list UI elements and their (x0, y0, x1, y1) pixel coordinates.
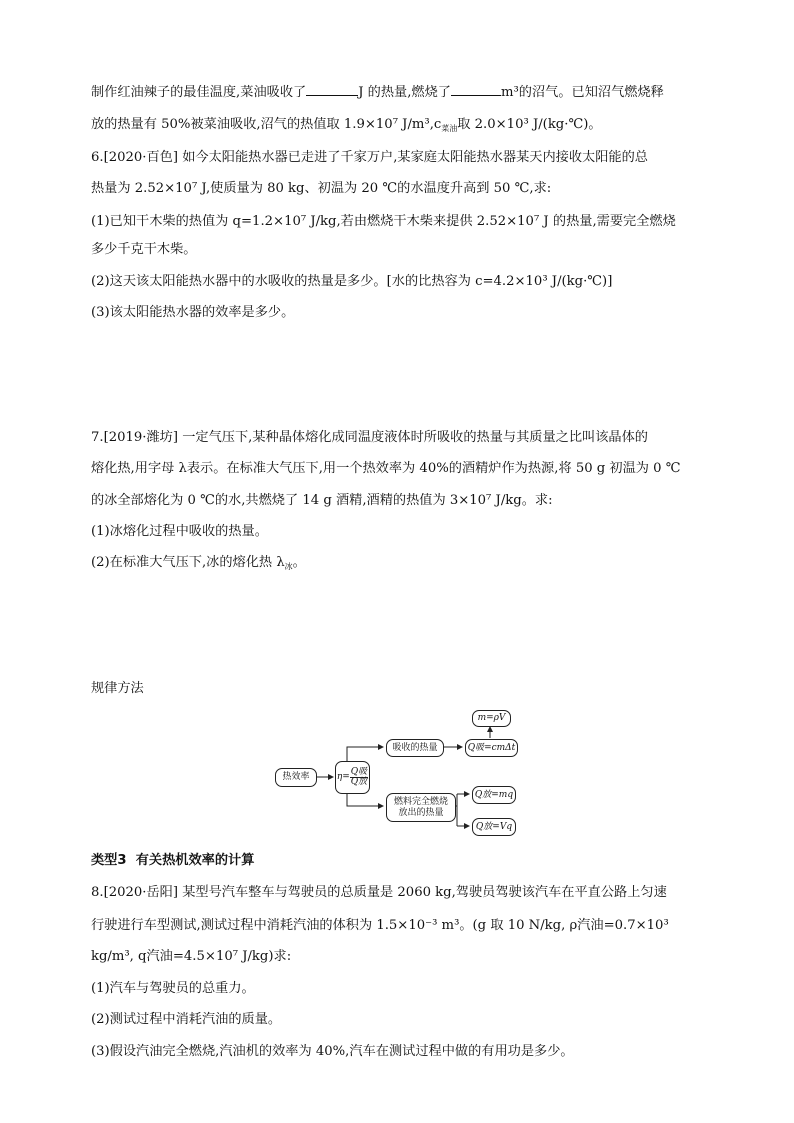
q8-part-2: (2)测试过程中消耗汽油的质量。 (91, 1012, 282, 1027)
q5-line-1 (91, 83, 664, 102)
node-m-rho-v (472, 710, 511, 727)
q6-part-3: (3)该太阳能热水器的效率是多少。 (91, 305, 295, 320)
eta-fraction (350, 768, 368, 787)
q5-text-b: J 的热量,燃烧了 (358, 85, 451, 100)
node-q-absorbed-label: Q吸=cmΔt (467, 742, 516, 753)
node-fuel-line2: 放出的热量 (398, 807, 444, 818)
q5-line2-end: 取 2.0×10³ J/(kg·℃)。 (457, 117, 602, 132)
eta-numerator: Q吸 (350, 767, 368, 777)
answer-blank-heat[interactable] (306, 83, 358, 96)
q7-line-3: 的冰全部熔化为 0 ℃的水,共燃烧了 14 g 酒精,酒精的热值为 3×10⁷ J/kg。求: (91, 493, 553, 508)
q8-line-3: kg/m³, q汽油=4.5×10⁷ J/kg)求: (91, 949, 292, 964)
q7-stem-1: 一定气压下,某种晶体熔化成同温度液体时所吸收的热量与其质量之比叫该晶体的 (182, 430, 648, 445)
node-m-rho-v-label: m=ρV (477, 713, 506, 723)
node-fuel-line1: 燃料完全燃烧 (393, 796, 448, 807)
q7-number: 7. (91, 430, 104, 445)
q6-source: [2020·百色] (103, 150, 179, 165)
type3-heading (91, 852, 254, 870)
q5-line-2 (91, 116, 602, 138)
node-absorbed-heat (386, 739, 444, 757)
node-q-mq-label: Q放=mq (474, 789, 514, 800)
node-q-vq-label: Q放=Vq (475, 821, 513, 832)
q6-line-1 (91, 149, 648, 167)
node-fuel-combustion (386, 793, 456, 822)
q6-number: 6. (91, 150, 104, 165)
q8-line-2: 行驶进行车型测试,测试过程中消耗汽油的体积为 1.5×10⁻³ m³。(g 取 10 N/kg, ρ汽油=0.7×10³ (91, 918, 669, 933)
method-heading: 规律方法 (91, 681, 144, 696)
q8-stem-1: 某型号汽车整车与驾驶员的总质量是 2060 kg,驾驶员驾驶该汽车在平直公路上匀速 (182, 885, 667, 900)
node-absorbed-heat-label: 吸收的热量 (392, 742, 438, 753)
q5-text-c: m³的沼气。已知沼气燃烧释 (501, 85, 664, 100)
q7-line-2: 熔化热,用字母 λ表示。在标准大气压下,用一个热效率为 40%的酒精炉作为热源,将 50 g 初温为 0 ℃ (91, 461, 681, 476)
q6-part-1a: (1)已知干木柴的热值为 q=1.2×10⁷ J/kg,若由燃烧干木柴来提供 2.52×10⁷ J 的热量,需要完全燃烧 (91, 214, 676, 229)
q8-part-1: (1)汽车与驾驶员的总重力。 (91, 981, 255, 996)
q8-source: [2020·岳阳] (103, 885, 179, 900)
q8-line-1 (91, 884, 667, 902)
answer-blank-volume[interactable] (451, 83, 501, 96)
type3-title: 有关热机效率的计算 (135, 853, 255, 868)
q8-number: 8. (91, 885, 104, 900)
q5-sub-oil: 菜油 (441, 124, 458, 133)
q6-part-1b: 多少千克干木柴。 (91, 242, 197, 257)
q7-part-2-text: (2)在标准大气压下,冰的熔化热 λ (91, 555, 285, 570)
node-heat-efficiency (275, 768, 317, 787)
q7-part-1: (1)冰熔化过程中吸收的热量。 (91, 524, 268, 539)
q6-stem-1: 如今太阳能热水器已走进了千家万户,某家庭太阳能热水器某天内接收太阳能的总 (182, 150, 648, 165)
q6-part-2: (2)这天该太阳能热水器中的水吸收的热量是多少。[水的比热容为 c=4.2×10³ J/(kg·℃)] (91, 274, 613, 289)
node-q-vq (472, 818, 516, 836)
q5-text-a: 制作红油辣子的最佳温度,菜油吸收了 (91, 85, 307, 100)
node-heat-efficiency-label: 热效率 (282, 772, 310, 782)
node-q-mq (472, 786, 516, 804)
eta-lhs: η= (336, 772, 350, 782)
q7-line-1 (91, 429, 648, 447)
q7-source: [2019·潍坊] (103, 430, 179, 445)
q8-part-3: (3)假设汽油完全燃烧,汽油机的效率为 40%,汽车在测试过程中做的有用功是多少。 (91, 1044, 574, 1059)
node-q-absorbed (465, 739, 518, 757)
node-eta-formula (335, 761, 370, 794)
node-fuel-text (394, 797, 448, 819)
q7-sub-ice: 冰 (284, 562, 293, 571)
q6-line-2: 热量为 2.52×10⁷ J,使质量为 80 kg、初温为 20 ℃的水温度升高到 50 ℃,求: (91, 181, 552, 196)
eta-denominator: Q放 (350, 777, 368, 787)
q7-part-2 (91, 554, 306, 576)
type3-label: 类型3 (91, 853, 127, 868)
q5-line2-text: 放的热量有 50%被菜油吸收,沼气的热值取 1.9×10⁷ J/m³,c (91, 117, 442, 132)
q7-part-2-end: 。 (292, 555, 306, 570)
